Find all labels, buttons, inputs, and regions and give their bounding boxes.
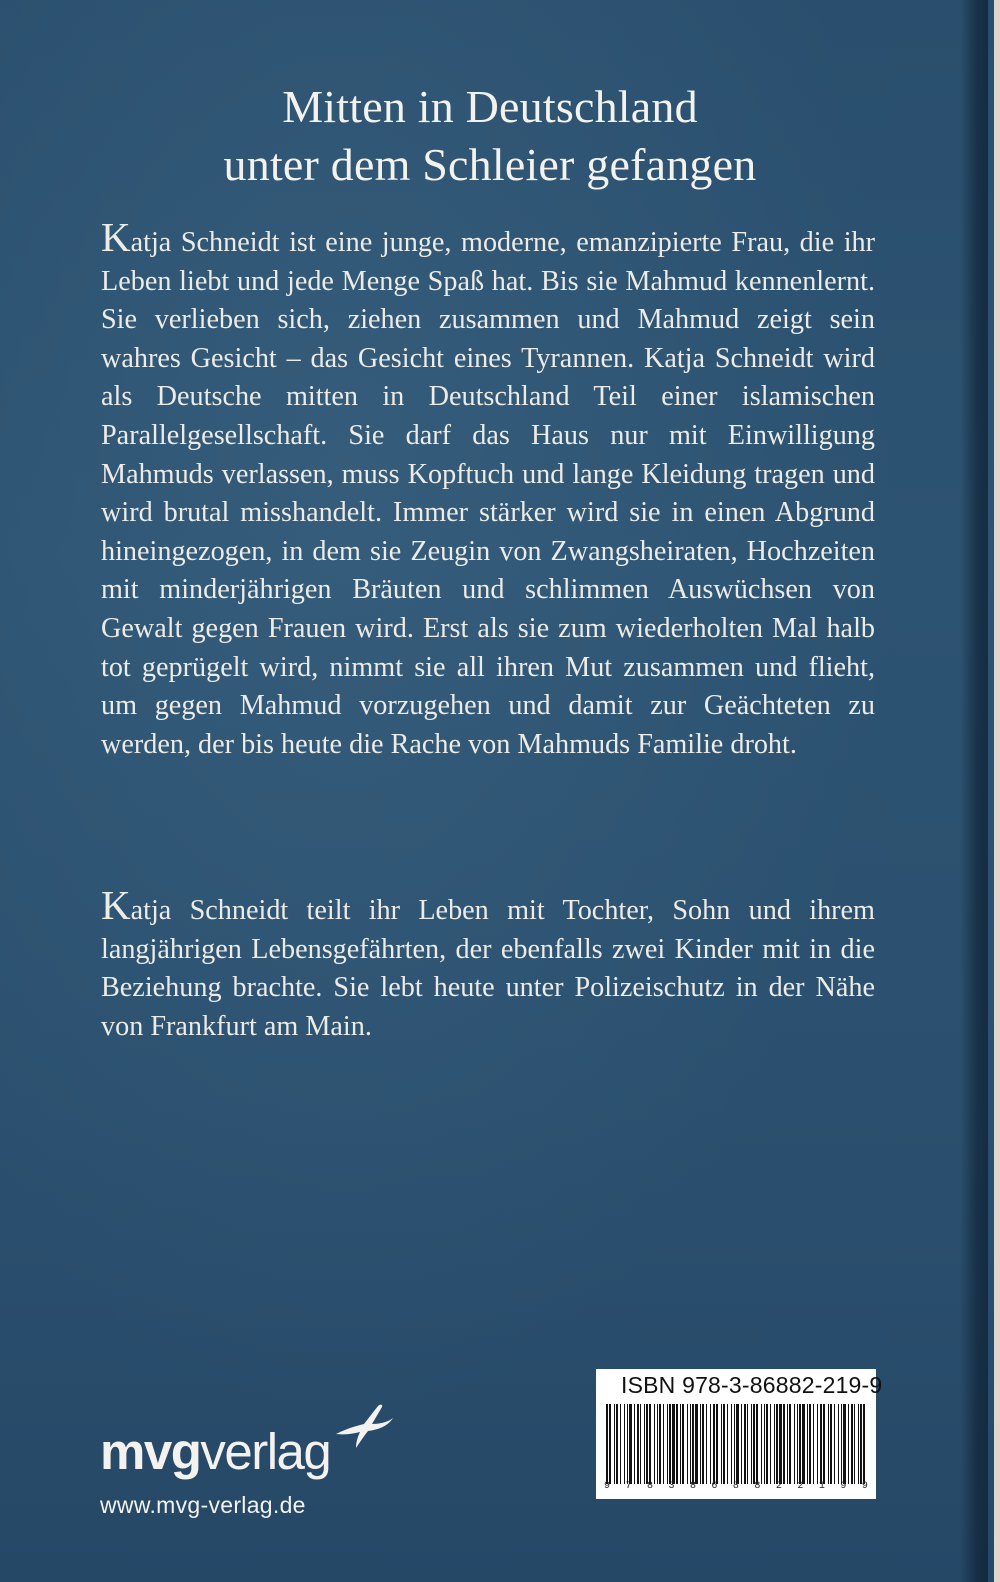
drop-cap: K [101,214,131,260]
barcode-bar [828,1404,829,1484]
barcode-bar [794,1404,795,1484]
blurb-paragraph [101,214,875,764]
barcode-bar [813,1404,814,1484]
barcode-bar [667,1404,668,1484]
barcode-bar [756,1404,758,1484]
barcode-digit: 8 [732,1481,739,1492]
barcode-bar [634,1404,635,1484]
barcode-bar [723,1404,725,1484]
barcode-bar [854,1404,855,1484]
barcode-bar [716,1404,718,1484]
barcode-bar [802,1404,805,1484]
barcode-bar [747,1404,748,1484]
barcode-digit: 2 [775,1481,782,1492]
barcode-bar [649,1404,651,1484]
barcode-bar [692,1404,694,1484]
barcode-bar [616,1404,618,1484]
barcode-bar [838,1404,839,1484]
barcode-bar [834,1404,835,1484]
headline-line-2: unter dem Schleier gefangen [223,139,757,190]
barcode-digit: 8 [689,1481,696,1492]
barcode-bar [637,1404,639,1484]
barcode-digit: 9 [840,1481,847,1492]
barcode-bar [695,1404,698,1484]
barcode-bar [609,1404,611,1484]
barcode-bar [620,1404,621,1484]
barcode-digit: 2 [797,1481,804,1492]
barcode-bar [783,1404,785,1484]
isbn-label: ISBN 978-3-86882-219-9 [621,1372,883,1398]
headline-line-1: Mitten in Deutschland [282,81,698,132]
barcode-bar [843,1404,846,1484]
barcode-bar [713,1404,715,1484]
barcode-bar [663,1404,664,1484]
logo-verlag: verlag [200,1423,331,1480]
barcode-bar [654,1404,655,1484]
barcode-bar [676,1404,678,1484]
barcode-bar [817,1404,818,1484]
barcode-bar [640,1404,641,1484]
barcode-bar [657,1404,658,1484]
barcode-digits [604,1481,868,1492]
barcode-bar [700,1404,701,1484]
barcode-bar [776,1404,778,1484]
barcode-bar [736,1404,739,1484]
barcode-bars [604,1404,870,1484]
barcode-bar [646,1404,648,1484]
barcode-bar [807,1404,808,1484]
barcode-bar [823,1404,825,1484]
blurb-text: atja Schneidt ist eine junge, moderne, emanzipierte Frau, die ihr Leben liebt und jede Menge Spaß hat. Bis sie Mahmud kennenlernt. Sie verlieben sich, ziehen zusammen und Mahmud zeigt sein wahres Gesicht – das Gesicht eines Tyrannen. Katja Schneidt wird als Deutsche mitten in Deutschland Teil einer islamischen Parallelgesellschaft. Sie darf das Haus nur mit Einwilligung Mahmuds verlassen, muss Kopftuch und lange Kleidung tragen und wird brutal misshandelt. Immer stärker wird sie in einen Abgrund hineingezogen, in dem sie Zeugin von Zwangsheiraten, Hochzeiten mit minderjährigen Bräuten und schlimmen Auswüchsen von Gewalt gegen Frauen wird. Erst als sie zum wiederholten Mal halb tot geprügelt wird, nimmt sie all ihren Mut zusammen und flieht, um gegen Mahmud vorzugehen und damit zur Geächteten zu werden, der bis heute die Rache von Mahmuds Familie droht. [101,227,875,760]
barcode-bar [731,1404,732,1484]
barcode-bar [614,1404,615,1484]
barcode-bar [706,1404,707,1484]
barcode-bar [764,1404,765,1484]
barcode-bar [710,1404,711,1484]
barcode-bar [721,1404,722,1484]
drop-cap: K [101,882,131,928]
barcode-bar [702,1404,704,1484]
barcode-bar [659,1404,661,1484]
barcode-bar [820,1404,822,1484]
publisher-url: www.mvg-verlag.de [100,1492,306,1518]
barcode-bar [687,1404,688,1484]
barcode-bar [744,1404,746,1484]
isbn-barcode [596,1369,883,1499]
hummingbird-icon [334,1398,394,1454]
barcode-bar [629,1404,632,1484]
barcode-bar [741,1404,742,1484]
publisher-logo [100,1398,420,1528]
barcode-bar [627,1404,628,1484]
barcode-digit: 7 [625,1481,632,1492]
barcode-bar [766,1404,768,1484]
author-bio-paragraph [101,882,875,1046]
barcode-bar [841,1404,842,1484]
barcode-bar [669,1404,671,1484]
barcode-bar [606,1404,608,1484]
barcode-bar [680,1404,681,1484]
author-bio-text: atja Schneidt teilt ihr Leben mit Tochter, Sohn und ihrem langjährigen Lebensgefährten, der ebenfalls zwei Kinder mit in die Beziehung brachte. Sie lebt heute unter Polizeischutz in der Nähe von Frankfurt am Main. [101,895,875,1042]
barcode-bar [672,1404,675,1484]
barcode-bar [690,1404,691,1484]
barcode-bar [851,1404,853,1484]
barcode-bar [848,1404,849,1484]
barcode-bar [797,1404,798,1484]
barcode-bar [809,1404,811,1484]
barcode-digit: 8 [754,1481,761,1492]
barcode-bar [751,1404,752,1484]
barcode-digit: 1 [818,1481,825,1492]
barcode-digit: 9 [861,1481,868,1492]
barcode-bar [789,1404,791,1484]
barcode-bar [682,1404,684,1484]
barcode-bar [753,1404,755,1484]
spine-shadow [960,0,988,1582]
barcode-digit: 6 [711,1481,718,1492]
barcode-bar [799,1404,801,1484]
barcode-digit: 9 [604,1481,611,1492]
headline [60,78,920,194]
publisher-wordmark [100,1422,330,1481]
barcode-bar [761,1404,762,1484]
barcode-bar [624,1404,625,1484]
barcode-bar [734,1404,735,1484]
logo-mvg: mvg [100,1423,201,1480]
barcode-bar [770,1404,771,1484]
barcode-bar [779,1404,782,1484]
barcode-digit: 3 [668,1481,675,1492]
barcode-bar [860,1404,862,1484]
barcode-bar [858,1404,859,1484]
barcode-bar [863,1404,865,1484]
barcode-bar [774,1404,775,1484]
barcode-bar [830,1404,832,1484]
barcode-bar [727,1404,728,1484]
barcode-bar [644,1404,645,1484]
barcode-digit: 8 [646,1481,653,1492]
barcode-bar [787,1404,788,1484]
